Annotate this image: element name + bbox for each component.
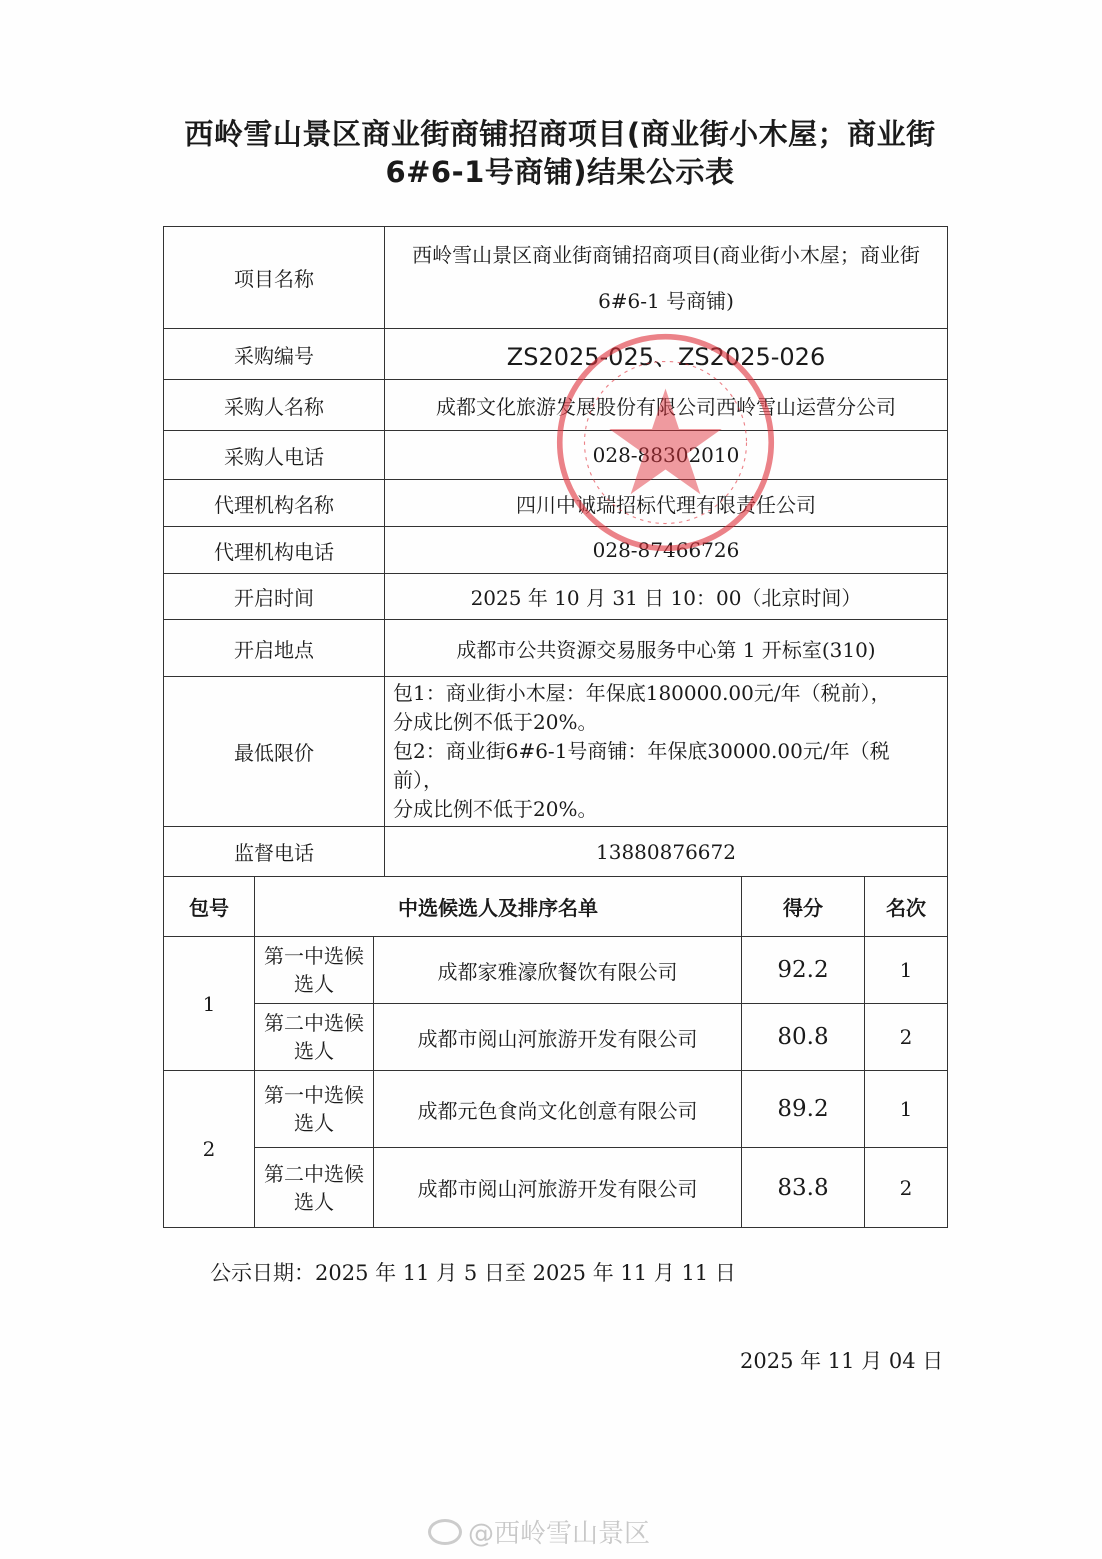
package-number: 1 xyxy=(164,937,255,1071)
rank-label: 第一中选候选人 xyxy=(255,937,374,1004)
price-line: 包1：商业街小木屋：年保底180000.00元/年（税前）， xyxy=(393,681,891,705)
header-score: 得分 xyxy=(783,896,823,920)
rank-label: 第二中选候选人 xyxy=(255,1004,374,1071)
weibo-icon xyxy=(428,1519,462,1545)
table-row xyxy=(164,1148,948,1228)
table-row xyxy=(164,527,948,574)
document-title: 西岭雪山景区商业街商铺招商项目(商业街小木屋；商业街6#6-1号商铺)结果公示表 xyxy=(184,117,936,189)
weibo-watermark xyxy=(428,1513,650,1550)
price-line: 包2：商业街6#6-1号商铺：年保底30000.00元/年（税前）， xyxy=(393,739,890,792)
purchaser-phone: 028-88302010 xyxy=(385,431,948,480)
tables-wrapper xyxy=(163,226,948,1228)
table-row xyxy=(164,227,948,329)
table-row xyxy=(164,431,948,480)
opening-time: 2025 年 10 月 31 日 10：00（北京时间） xyxy=(385,574,948,620)
company: 成都家雅濠欣餐饮有限公司 xyxy=(374,937,742,1004)
results-table xyxy=(163,876,948,1228)
rank: 2 xyxy=(865,1004,948,1071)
minimum-price xyxy=(385,677,948,827)
label: 采购编号 xyxy=(164,329,385,380)
table-row xyxy=(164,480,948,527)
score: 92.2 xyxy=(742,937,865,1004)
watermark-text: @西岭雪山景区 xyxy=(468,1519,651,1549)
table-row xyxy=(164,574,948,620)
label: 代理机构电话 xyxy=(164,527,385,574)
rank: 1 xyxy=(865,1071,948,1148)
procurement-number: ZS2025-025、ZS2025-026 xyxy=(385,329,948,380)
project-info-table xyxy=(163,226,948,877)
table-row xyxy=(164,1071,948,1148)
rank-label: 第二中选候选人 xyxy=(255,1148,374,1228)
header-candidates: 中选候选人及排序名单 xyxy=(398,896,598,920)
notice-period: 公示日期：2025 年 11 月 5 日至 2025 年 11 月 11 日 xyxy=(210,1261,736,1285)
rank: 1 xyxy=(865,937,948,1004)
table-row xyxy=(164,677,948,827)
table-row xyxy=(164,1004,948,1071)
rank-label: 第一中选候选人 xyxy=(255,1071,374,1148)
opening-location: 成都市公共资源交易服务中心第 1 开标室(310) xyxy=(385,620,948,677)
table-row xyxy=(164,827,948,877)
sign-date: 2025 年 11 月 04 日 xyxy=(740,1349,944,1373)
project-name-value: 西岭雪山景区商业街商铺招商项目(商业街小木屋；商业街 6#6-1 号商铺) xyxy=(385,227,948,329)
table-row xyxy=(164,620,948,677)
supervision-phone: 13880876672 xyxy=(385,827,948,877)
label: 监督电话 xyxy=(164,827,385,877)
label: 代理机构名称 xyxy=(164,480,385,527)
company: 成都市阅山河旅游开发有限公司 xyxy=(374,1004,742,1071)
company: 成都市阅山河旅游开发有限公司 xyxy=(374,1148,742,1228)
price-line: 分成比例不低于20%。 xyxy=(393,710,598,734)
score: 83.8 xyxy=(742,1148,865,1228)
header-row xyxy=(164,877,948,937)
package-number: 2 xyxy=(164,1071,255,1228)
score: 80.8 xyxy=(742,1004,865,1071)
rank: 2 xyxy=(865,1148,948,1228)
price-line: 分成比例不低于20%。 xyxy=(393,797,598,821)
label: 采购人名称 xyxy=(164,380,385,431)
table-row xyxy=(164,329,948,380)
label: 项目名称 xyxy=(164,227,385,329)
label: 采购人电话 xyxy=(164,431,385,480)
agency-phone: 028-87466726 xyxy=(385,527,948,574)
header-rank: 名次 xyxy=(886,896,926,920)
label: 开启时间 xyxy=(164,574,385,620)
table-row xyxy=(164,937,948,1004)
score: 89.2 xyxy=(742,1071,865,1148)
purchaser-name: 成都文化旅游发展股份有限公司西岭雪山运营分公司 xyxy=(385,380,948,431)
label: 最低限价 xyxy=(164,677,385,827)
header-package: 包号 xyxy=(189,896,229,920)
agency-name: 四川中诚瑞招标代理有限责任公司 xyxy=(385,480,948,527)
label: 开启地点 xyxy=(164,620,385,677)
table-row xyxy=(164,380,948,431)
company: 成都元色食尚文化创意有限公司 xyxy=(374,1071,742,1148)
